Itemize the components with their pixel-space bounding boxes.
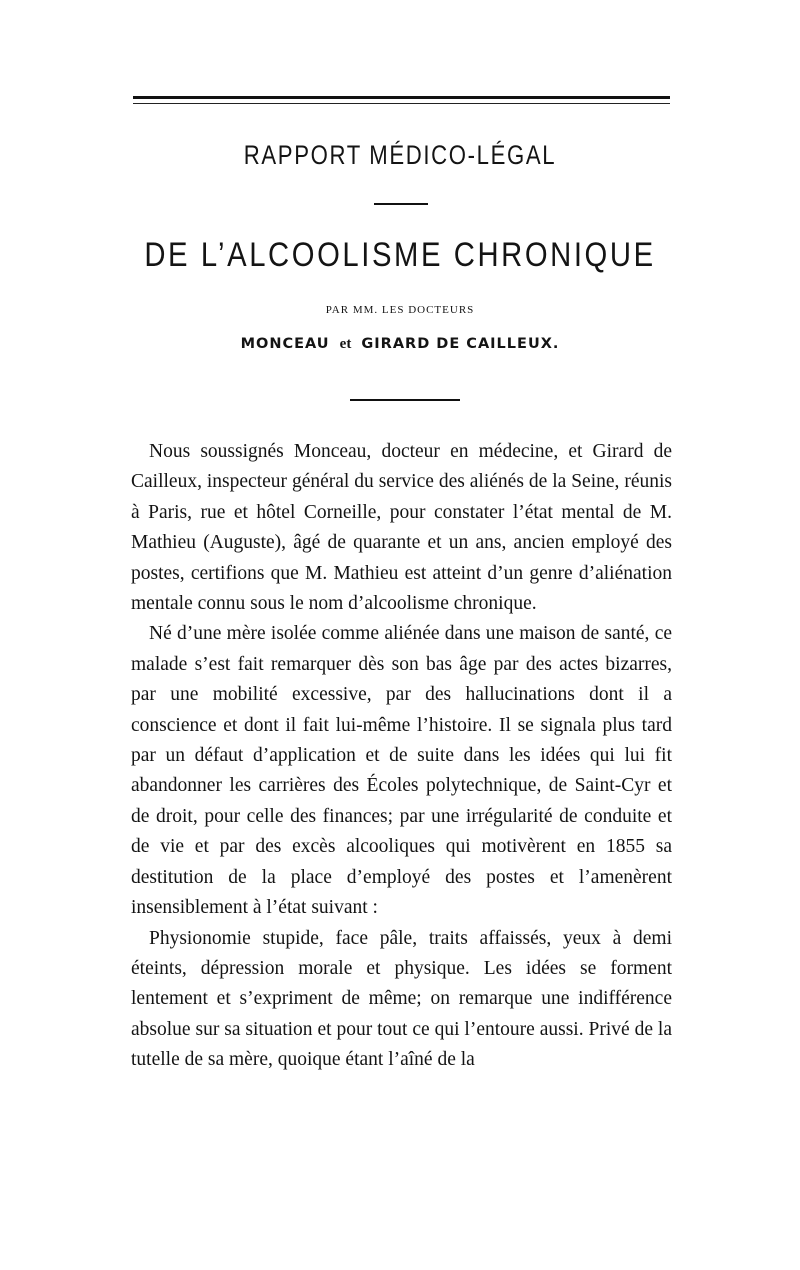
section-separator-rule	[350, 399, 460, 401]
header-double-rule	[133, 96, 670, 106]
body-text	[131, 437, 672, 1076]
author-2: GIRARD DE CAILLEUX.	[361, 336, 560, 352]
author-1: MONCEAU	[240, 336, 330, 352]
authors-joiner: et	[339, 336, 352, 352]
title-line-1: RAPPORT MÉDICO-LÉGAL	[243, 140, 557, 170]
paragraph-3: Physionomie stupide, face pâle, traits affaissés, yeux à demi éteints, dépression morale et physique. Les idées se forment lentement et s’expriment de même; on remarque une indifférence absolue sur sa situation et pour tout ce qui l’entoure aussi. Privé de la tutelle de sa mère, quoique étant l’aîné de la	[131, 927, 672, 1071]
paragraph-1: Nous soussignés Monceau, docteur en médecine, et Girard de Cailleux, inspecteur général du service des aliénés de la Seine, réunis à Paris, rue et hôtel Corneille, pour constater l’état mental de M. Mathieu (Auguste), âgé de quarante et un ans, ancien employé des postes, certifions que M. Mathieu est atteint d’un genre d’aliénation mentale connu sous le nom d’alcoolisme chronique.	[131, 441, 672, 615]
authors-line	[0, 336, 800, 353]
paragraph-2: Né d’une mère isolée comme aliénée dans une maison de santé, ce malade s’est fait remarquer dès son bas âge par des actes bizarres, par une mobilité excessive, par des hallucinations dont il a conscience et dont il fait lui-même l’histoire. Il se signala plus tard par un défaut d’application et de suite dans les idées qui lui fit abandonner les carrières des Écoles polytechnique, de Saint-Cyr et de droit, pour celle des finances; par une irrégularité de conduite et de vie et par des excès alcooliques qui motivèrent en 1855 sa destitution de la place d’employé des postes et l’amenèrent insensiblement à l’état suivant :	[131, 623, 672, 919]
byline: PAR MM. LES DOCTEURS	[325, 304, 475, 316]
header-rule-thin	[133, 103, 670, 104]
title-line-2: DE L’ALCOOLISME CHRONIQUE	[144, 236, 656, 274]
header-rule-thick	[133, 96, 670, 99]
title-separator-rule	[374, 203, 428, 205]
